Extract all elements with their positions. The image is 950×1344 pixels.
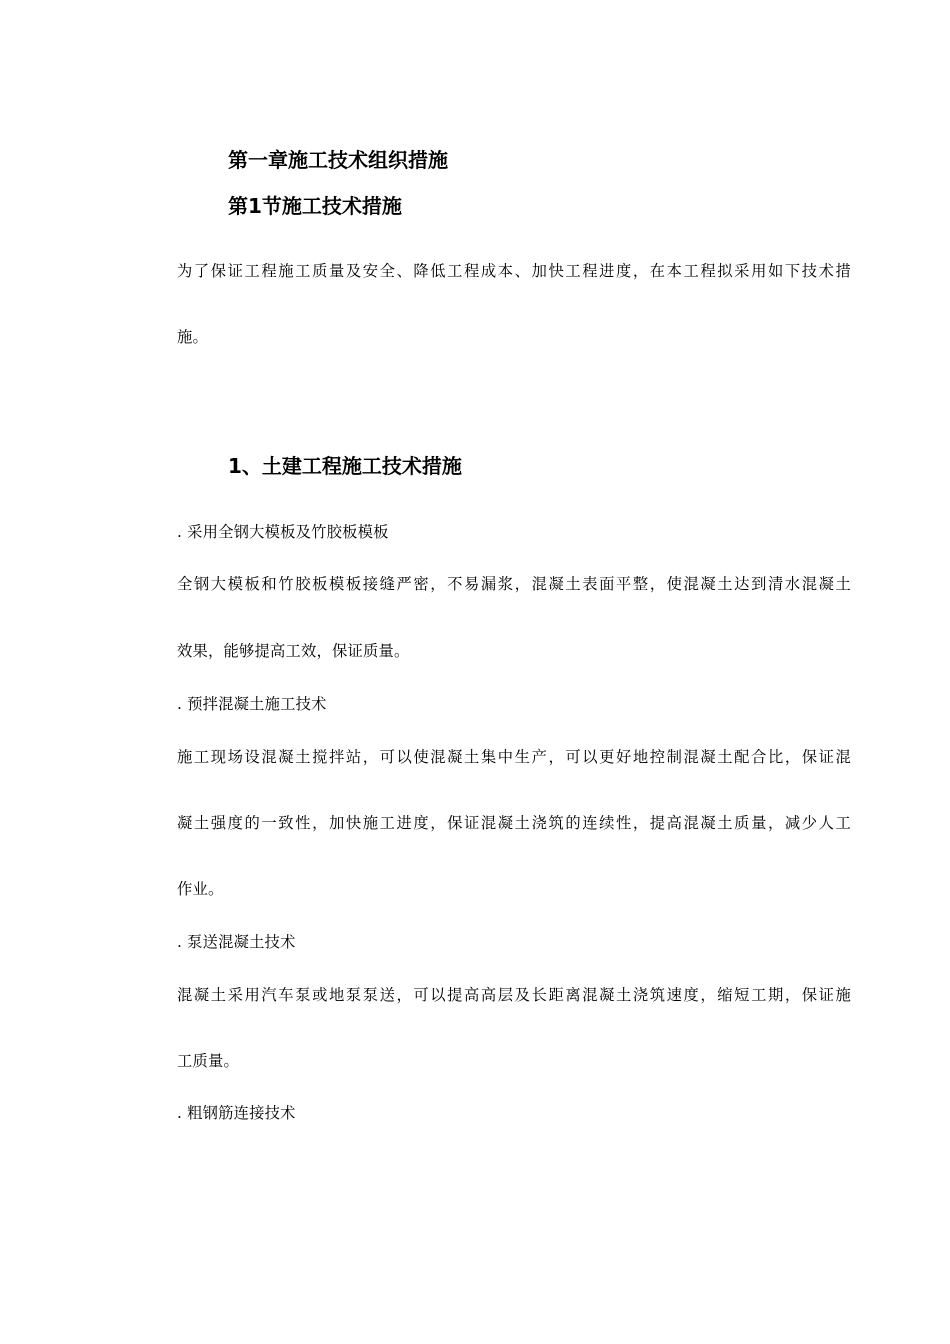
item-text-ready-mix-3: 作业。 [177,880,224,898]
part1-title: 1、土建工程施工技术措施 [228,454,462,478]
section-title: 第1节施工技术措施 [228,194,402,218]
item-text-pumping-1: 混凝土采用汽车泵或地泵泵送，可以提高高层及长距离混凝土浇筑速度，缩短工期，保证施 [177,986,851,1004]
item-title-ready-mix: . 预拌混凝土施工技术 [177,695,327,713]
item-text-formwork-2: 效果，能够提高工效，保证质量。 [177,642,410,660]
item-title-pumping: . 泵送混凝土技术 [177,933,296,951]
intro-line-2: 施。 [177,328,208,346]
item-text-ready-mix-1: 施工现场设混凝土搅拌站，可以使混凝土集中生产，可以更好地控制混凝土配合比，保证混 [177,748,851,766]
item-text-formwork-1: 全钢大模板和竹胶板模板接缝严密，不易漏浆，混凝土表面平整，使混凝土达到清水混凝土 [177,575,851,593]
chapter-title: 第一章施工技术组织措施 [228,148,448,172]
item-text-pumping-2: 工质量。 [177,1052,239,1070]
intro-line-1: 为了保证工程施工质量及安全、降低工程成本、加快工程进度，在本工程拟采用如下技术措 [177,262,851,280]
item-title-rebar: . 粗钢筋连接技术 [177,1104,296,1122]
item-text-ready-mix-2: 凝土强度的一致性，加快施工进度，保证混凝土浇筑的连续性，提高混凝土质量，减少人工 [177,814,851,832]
item-title-formwork: . 采用全钢大模板及竹胶板模板 [177,523,389,541]
